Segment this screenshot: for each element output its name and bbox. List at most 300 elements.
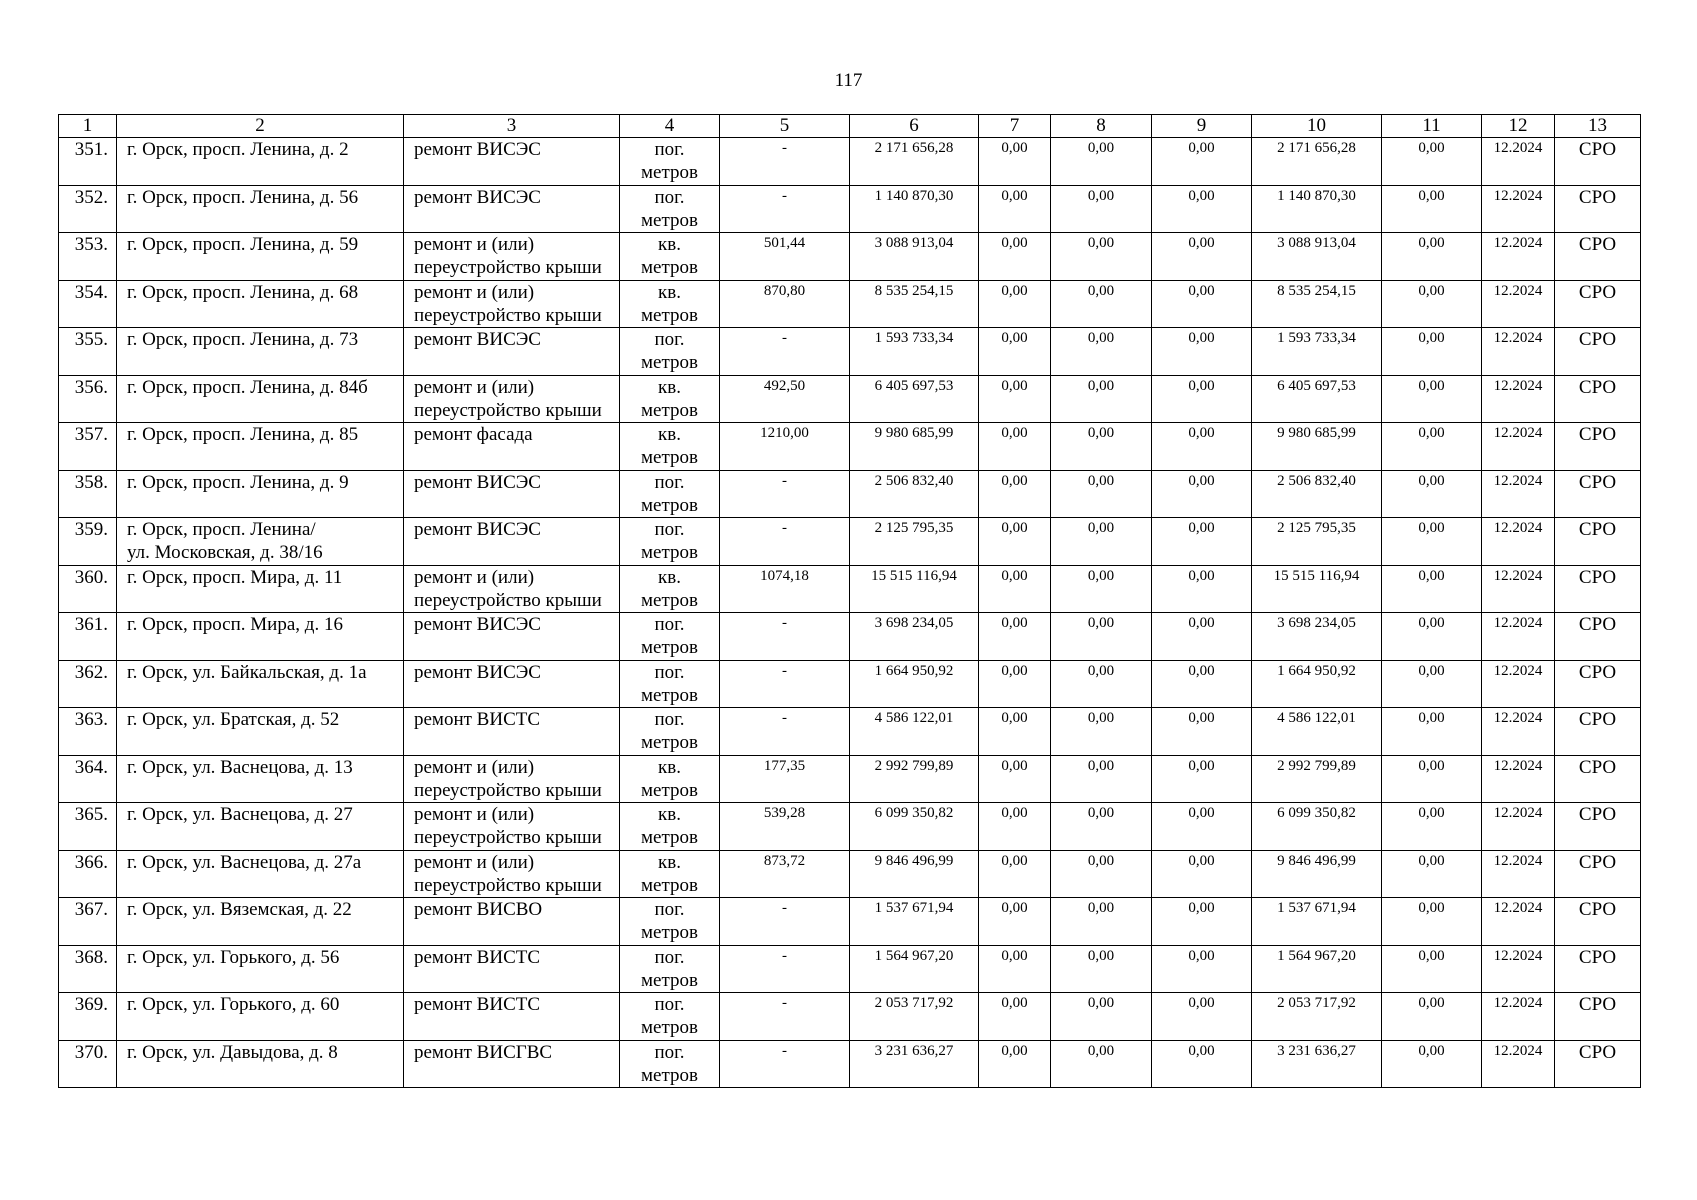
term-cell: 12.2024 [1482,850,1555,898]
address-cell [117,518,404,566]
work-type-cell [404,233,620,281]
work-type-cell-line: ремонт ВИСЭС [414,329,541,350]
col10-cell: 1 537 671,94 [1252,898,1382,946]
address-cell [117,375,404,423]
address-cell-line: г. Орск, просп. Мира, д. 16 [127,614,343,635]
col10-cell: 2 992 799,89 [1252,755,1382,803]
col10-cell: 2 125 795,35 [1252,518,1382,566]
work-type-cell-line: ремонт и (или) [414,756,535,778]
total-cost-cell: 3 698 234,05 [850,613,979,661]
col7-cell: 0,00 [979,185,1051,233]
unit-cell-line: метров [641,209,698,231]
total-cost-cell: 6 099 350,82 [850,803,979,851]
col7-cell: 0,00 [979,898,1051,946]
quantity-cell: - [720,1040,850,1088]
col10-cell: 1 664 950,92 [1252,660,1382,708]
address-cell [117,993,404,1041]
address-cell-line: г. Орск, ул. Горького, д. 60 [127,994,340,1015]
unit-cell-line: метров [641,1064,698,1086]
total-cost-cell: 9 980 685,99 [850,423,979,471]
col10-cell: 1 564 967,20 [1252,945,1382,993]
col8-cell: 0,00 [1051,993,1152,1041]
col8-cell: 0,00 [1051,375,1152,423]
row-number: 370. [59,1040,117,1088]
unit-cell-line: метров [641,1017,698,1038]
unit-cell-line: метров [641,447,698,468]
unit-cell [620,850,720,898]
quantity-cell: - [720,708,850,756]
address-cell [117,898,404,946]
address-cell [117,803,404,851]
col10-cell: 1 593 733,34 [1252,328,1382,376]
work-type-cell [404,280,620,328]
col10-cell: 6 405 697,53 [1252,375,1382,423]
column-number: 9 [1152,115,1252,138]
term-cell: 12.2024 [1482,755,1555,803]
col9-cell: 0,00 [1152,565,1252,613]
col8-cell: 0,00 [1051,945,1152,993]
unit-cell-line: пог. [654,519,685,540]
quantity-cell: - [720,660,850,708]
col9-cell: 0,00 [1152,138,1252,186]
unit-cell [620,613,720,661]
work-type-cell-line: переустройство крыши [414,874,602,896]
col7-cell: 0,00 [979,280,1051,328]
work-type-cell-line: ремонт и (или) [414,804,535,825]
col9-cell: 0,00 [1152,328,1252,376]
col9-cell: 0,00 [1152,755,1252,803]
quantity-cell: - [720,993,850,1041]
unit-cell [620,233,720,281]
col8-cell: 0,00 [1051,423,1152,471]
col9-cell: 0,00 [1152,803,1252,851]
address-cell-line: г. Орск, просп. Ленина, д. 73 [127,329,359,350]
work-type-cell-line: переустройство крыши [414,779,602,801]
address-cell-line: г. Орск, просп. Ленина, д. 2 [127,139,349,160]
organization-cell: СРО [1555,613,1641,661]
address-cell-line: г. Орск, ул. Байкальская, д. 1а [127,661,367,683]
unit-cell-line: метров [641,922,698,943]
column-number: 10 [1252,115,1382,138]
col8-cell: 0,00 [1051,518,1152,566]
organization-cell: СРО [1555,423,1641,471]
work-type-cell [404,993,620,1041]
col11-cell: 0,00 [1382,660,1482,708]
total-cost-cell: 1 564 967,20 [850,945,979,993]
unit-cell [620,803,720,851]
unit-cell-line: пог. [654,614,685,635]
col7-cell: 0,00 [979,850,1051,898]
unit-cell-line: кв. [658,566,681,588]
unit-cell-line: метров [641,494,698,516]
table-row [59,613,1641,661]
unit-cell [620,565,720,613]
unit-cell-line: пог. [654,709,685,730]
col8-cell: 0,00 [1051,185,1152,233]
unit-cell-line: метров [641,257,698,278]
col11-cell: 0,00 [1382,565,1482,613]
col9-cell: 0,00 [1152,993,1252,1041]
unit-cell-line: пог. [654,994,685,1015]
work-type-cell [404,803,620,851]
organization-cell: СРО [1555,470,1641,518]
column-number: 4 [620,115,720,138]
unit-cell-line: кв. [658,281,681,303]
col11-cell: 0,00 [1382,470,1482,518]
work-type-cell [404,898,620,946]
column-number: 11 [1382,115,1482,138]
table-row [59,233,1641,281]
quantity-cell: 870,80 [720,280,850,328]
col10-cell: 1 140 870,30 [1252,185,1382,233]
table-row [59,708,1641,756]
unit-cell [620,138,720,186]
organization-cell: СРО [1555,280,1641,328]
unit-cell [620,280,720,328]
organization-cell: СРО [1555,185,1641,233]
col10-cell: 4 586 122,01 [1252,708,1382,756]
term-cell: 12.2024 [1482,613,1555,661]
unit-cell [620,660,720,708]
work-type-cell-line: ремонт и (или) [414,281,535,303]
address-cell [117,755,404,803]
col8-cell: 0,00 [1051,280,1152,328]
term-cell: 12.2024 [1482,470,1555,518]
work-type-cell-line: ремонт ВИСГВС [414,1041,553,1063]
col10-cell: 6 099 350,82 [1252,803,1382,851]
work-type-cell [404,328,620,376]
total-cost-cell: 1 593 733,34 [850,328,979,376]
col7-cell: 0,00 [979,328,1051,376]
work-type-cell [404,185,620,233]
unit-cell-line: пог. [654,899,685,920]
col11-cell: 0,00 [1382,423,1482,471]
col10-cell: 2 053 717,92 [1252,993,1382,1041]
organization-cell: СРО [1555,660,1641,708]
table-row [59,660,1641,708]
column-number: 5 [720,115,850,138]
unit-cell [620,898,720,946]
organization-cell: СРО [1555,945,1641,993]
col8-cell: 0,00 [1051,470,1152,518]
term-cell: 12.2024 [1482,803,1555,851]
work-type-cell [404,755,620,803]
col7-cell: 0,00 [979,518,1051,566]
organization-cell: СРО [1555,898,1641,946]
col11-cell: 0,00 [1382,708,1482,756]
unit-cell-line: метров [641,399,698,421]
table-row [59,850,1641,898]
table-row [59,375,1641,423]
unit-cell-line: кв. [658,234,681,255]
table-row [59,945,1641,993]
quantity-cell: - [720,945,850,993]
col7-cell: 0,00 [979,233,1051,281]
col8-cell: 0,00 [1051,613,1152,661]
col11-cell: 0,00 [1382,803,1482,851]
work-type-cell-line: ремонт ВИСВО [414,899,543,920]
row-number: 364. [59,755,117,803]
col9-cell: 0,00 [1152,518,1252,566]
unit-cell-line: кв. [658,804,681,825]
col11-cell: 0,00 [1382,898,1482,946]
table-row [59,280,1641,328]
quantity-cell: 873,72 [720,850,850,898]
col11-cell: 0,00 [1382,945,1482,993]
col7-cell: 0,00 [979,565,1051,613]
organization-cell: СРО [1555,708,1641,756]
col8-cell: 0,00 [1051,660,1152,708]
row-number: 360. [59,565,117,613]
col11-cell: 0,00 [1382,375,1482,423]
col7-cell: 0,00 [979,993,1051,1041]
address-cell [117,708,404,756]
col9-cell: 0,00 [1152,423,1252,471]
address-cell [117,613,404,661]
unit-cell [620,1040,720,1088]
table-row [59,898,1641,946]
work-type-cell-line: переустройство крыши [414,827,602,848]
total-cost-cell: 15 515 116,94 [850,565,979,613]
address-cell-line: ул. Московская, д. 38/16 [127,542,323,563]
work-type-cell [404,850,620,898]
col9-cell: 0,00 [1152,280,1252,328]
row-number: 361. [59,613,117,661]
table-row [59,423,1641,471]
col7-cell: 0,00 [979,1040,1051,1088]
col10-cell: 3 088 913,04 [1252,233,1382,281]
organization-cell: СРО [1555,375,1641,423]
row-number: 365. [59,803,117,851]
col11-cell: 0,00 [1382,755,1482,803]
unit-cell-line: пог. [654,946,685,968]
quantity-cell: - [720,470,850,518]
row-number: 355. [59,328,117,376]
term-cell: 12.2024 [1482,138,1555,186]
term-cell: 12.2024 [1482,423,1555,471]
address-cell [117,233,404,281]
row-number: 368. [59,945,117,993]
table-row [59,518,1641,566]
unit-cell-line: метров [641,684,698,706]
col7-cell: 0,00 [979,708,1051,756]
address-cell-line: г. Орск, просп. Ленина, д. 85 [127,424,359,445]
unit-cell-line: кв. [658,851,681,873]
quantity-cell: - [720,185,850,233]
col11-cell: 0,00 [1382,233,1482,281]
col9-cell: 0,00 [1152,470,1252,518]
term-cell: 12.2024 [1482,660,1555,708]
col10-cell: 9 980 685,99 [1252,423,1382,471]
col8-cell: 0,00 [1051,1040,1152,1088]
col8-cell: 0,00 [1051,803,1152,851]
unit-cell [620,993,720,1041]
col11-cell: 0,00 [1382,993,1482,1041]
total-cost-cell: 2 506 832,40 [850,470,979,518]
address-cell-line: г. Орск, ул. Васнецова, д. 27а [127,851,362,873]
work-type-cell [404,708,620,756]
organization-cell: СРО [1555,1040,1641,1088]
organization-cell: СРО [1555,755,1641,803]
address-cell-line: г. Орск, ул. Вяземская, д. 22 [127,899,352,920]
work-type-cell [404,945,620,993]
work-type-cell [404,1040,620,1088]
organization-cell: СРО [1555,233,1641,281]
col10-cell: 2 506 832,40 [1252,470,1382,518]
col8-cell: 0,00 [1051,708,1152,756]
address-cell-line: г. Орск, просп. Мира, д. 11 [127,566,343,588]
address-cell [117,328,404,376]
col11-cell: 0,00 [1382,328,1482,376]
col8-cell: 0,00 [1051,850,1152,898]
term-cell: 12.2024 [1482,375,1555,423]
work-type-cell-line: ремонт и (или) [414,566,535,588]
address-cell [117,850,404,898]
unit-cell [620,755,720,803]
col10-cell: 3 698 234,05 [1252,613,1382,661]
table-row [59,185,1641,233]
address-cell-line: г. Орск, ул. Давыдова, д. 8 [127,1041,338,1063]
unit-cell [620,708,720,756]
unit-cell-line: кв. [658,424,681,445]
col11-cell: 0,00 [1382,138,1482,186]
work-type-cell-line: ремонт ВИСЭС [414,661,541,683]
term-cell: 12.2024 [1482,518,1555,566]
address-cell [117,1040,404,1088]
quantity-cell: 501,44 [720,233,850,281]
work-type-cell-line: ремонт ВИСЭС [414,471,541,493]
address-cell-line: г. Орск, просп. Ленина, д. 56 [127,186,359,208]
column-number: 6 [850,115,979,138]
col9-cell: 0,00 [1152,185,1252,233]
work-type-cell [404,470,620,518]
address-cell [117,565,404,613]
table-row [59,138,1641,186]
unit-cell-line: метров [641,637,698,658]
organization-cell: СРО [1555,803,1641,851]
quantity-cell: 539,28 [720,803,850,851]
total-cost-cell: 4 586 122,01 [850,708,979,756]
row-number: 357. [59,423,117,471]
unit-cell-line: пог. [654,1041,685,1063]
unit-cell [620,375,720,423]
address-cell [117,945,404,993]
page-number: 117 [834,70,863,91]
table-row [59,803,1641,851]
organization-cell: СРО [1555,565,1641,613]
address-cell [117,138,404,186]
unit-cell-line: метров [641,542,698,563]
work-type-cell-line: ремонт и (или) [414,851,535,873]
unit-cell-line: метров [641,162,698,183]
organization-cell: СРО [1555,993,1641,1041]
work-type-cell [404,423,620,471]
term-cell: 12.2024 [1482,945,1555,993]
term-cell: 12.2024 [1482,233,1555,281]
col11-cell: 0,00 [1382,850,1482,898]
col9-cell: 0,00 [1152,1040,1252,1088]
total-cost-cell: 8 535 254,15 [850,280,979,328]
work-type-cell [404,518,620,566]
quantity-cell: 177,35 [720,755,850,803]
work-type-cell [404,660,620,708]
col7-cell: 0,00 [979,945,1051,993]
term-cell: 12.2024 [1482,280,1555,328]
col10-cell: 8 535 254,15 [1252,280,1382,328]
row-number: 352. [59,185,117,233]
work-type-cell-line: переустройство крыши [414,257,602,278]
col9-cell: 0,00 [1152,233,1252,281]
col8-cell: 0,00 [1051,138,1152,186]
col9-cell: 0,00 [1152,708,1252,756]
row-number: 356. [59,375,117,423]
organization-cell: СРО [1555,328,1641,376]
column-number: 7 [979,115,1051,138]
address-cell-line: г. Орск, просп. Ленина, д. 59 [127,234,359,255]
unit-cell [620,518,720,566]
col8-cell: 0,00 [1051,233,1152,281]
quantity-cell: - [720,138,850,186]
unit-cell-line: пог. [654,139,685,160]
col11-cell: 0,00 [1382,1040,1482,1088]
col10-cell: 2 171 656,28 [1252,138,1382,186]
unit-cell-line: пог. [654,471,685,493]
address-cell [117,470,404,518]
unit-cell-line: метров [641,304,698,326]
work-type-cell-line: ремонт ВИСЭС [414,614,541,635]
col11-cell: 0,00 [1382,185,1482,233]
work-type-cell-line: ремонт ВИСЭС [414,139,541,160]
total-cost-cell: 6 405 697,53 [850,375,979,423]
work-type-cell-line: ремонт фасада [414,424,533,445]
unit-cell [620,328,720,376]
row-number: 366. [59,850,117,898]
total-cost-cell: 1 664 950,92 [850,660,979,708]
table-row [59,470,1641,518]
total-cost-cell: 1 140 870,30 [850,185,979,233]
work-type-cell [404,375,620,423]
quantity-cell: 492,50 [720,375,850,423]
organization-cell: СРО [1555,850,1641,898]
register-table [58,114,1641,1088]
col11-cell: 0,00 [1382,280,1482,328]
address-cell-line: г. Орск, просп. Ленина, д. 84б [127,376,368,398]
quantity-cell: - [720,328,850,376]
work-type-cell-line: ремонт и (или) [414,234,535,255]
address-cell-line: г. Орск, просп. Ленина, д. 9 [127,471,349,493]
row-number: 358. [59,470,117,518]
col7-cell: 0,00 [979,375,1051,423]
col11-cell: 0,00 [1382,518,1482,566]
organization-cell: СРО [1555,138,1641,186]
col10-cell: 3 231 636,27 [1252,1040,1382,1088]
work-type-cell-line: переустройство крыши [414,399,602,421]
total-cost-cell: 3 088 913,04 [850,233,979,281]
unit-cell [620,470,720,518]
address-cell-line: г. Орск, ул. Братская, д. 52 [127,709,340,730]
work-type-cell-line: ремонт ВИСЭС [414,519,541,540]
col10-cell: 15 515 116,94 [1252,565,1382,613]
total-cost-cell: 2 125 795,35 [850,518,979,566]
address-cell [117,280,404,328]
term-cell: 12.2024 [1482,993,1555,1041]
quantity-cell: - [720,613,850,661]
col7-cell: 0,00 [979,138,1051,186]
table-row [59,328,1641,376]
col7-cell: 0,00 [979,660,1051,708]
column-number-row [59,115,1641,138]
quantity-cell: 1074,18 [720,565,850,613]
